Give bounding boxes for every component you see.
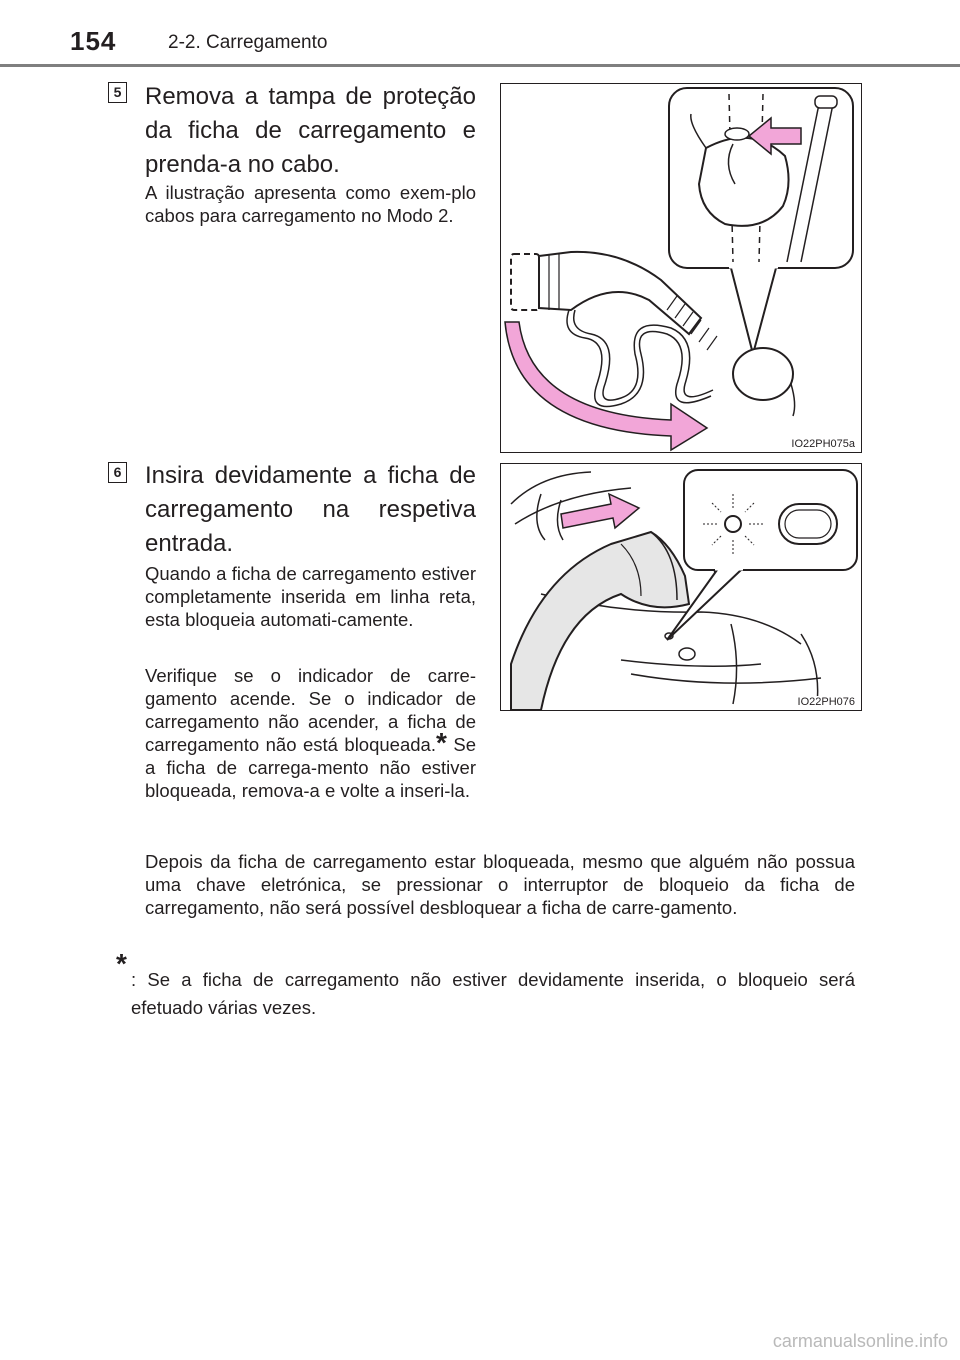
watermark: carmanualsonline.info xyxy=(772,1331,948,1351)
figure-plug-insertion xyxy=(500,463,862,711)
illustration-cap-removal xyxy=(501,84,861,452)
step-6-title: Insira devidamente a ficha de carregamento na respetiva entrada. xyxy=(145,462,476,557)
illustration-plug-insertion xyxy=(501,464,861,710)
header-rule xyxy=(0,64,960,67)
footnote-asterisk: * xyxy=(116,948,127,979)
footnote-text: : Se a ficha de carregamento não estiver devidamente inserida, o bloqueio será efetuado várias vezes. xyxy=(131,969,855,1018)
section-title: 2-2. Carregamento xyxy=(168,32,328,53)
step-5-title: Remova a tampa de proteção da ficha de carregamento e prenda-a no cabo. xyxy=(145,83,476,178)
step-6-paragraph-2: Verifique se o indicador de carre-gamento acende. Se o indicador de carregamento não acender, a ficha de carregamento não está bloqueada.* Se a ficha de carrega-mento não estiver bloqueada, remova-a e volte a inseri-la. xyxy=(145,665,476,801)
step-badge-5: 5 xyxy=(108,82,127,103)
figure-code-1: IO22PH075a xyxy=(791,438,855,450)
page-number: 154 xyxy=(70,26,117,56)
body-paragraph: Depois da ficha de carregamento estar bloqueada, mesmo que alguém não possua uma chave eletrónica, se pressionar o interruptor de bloqueio da ficha de carregamento, não será possível desbloquear a ficha de carre-gamento. xyxy=(145,851,855,918)
figure-protective-cap xyxy=(500,83,862,453)
step-badge-6: 6 xyxy=(108,462,127,483)
asterisk-mark: * xyxy=(435,727,447,758)
figure-code-2: IO22PH076 xyxy=(797,696,855,708)
step-5-description: A ilustração apresenta como exem-plo cabos para carregamento no Modo 2. xyxy=(145,182,476,226)
step-6-paragraph-1: Quando a ficha de carregamento estiver completamente inserida em linha reta, esta bloqueia automati-camente. xyxy=(145,563,476,630)
